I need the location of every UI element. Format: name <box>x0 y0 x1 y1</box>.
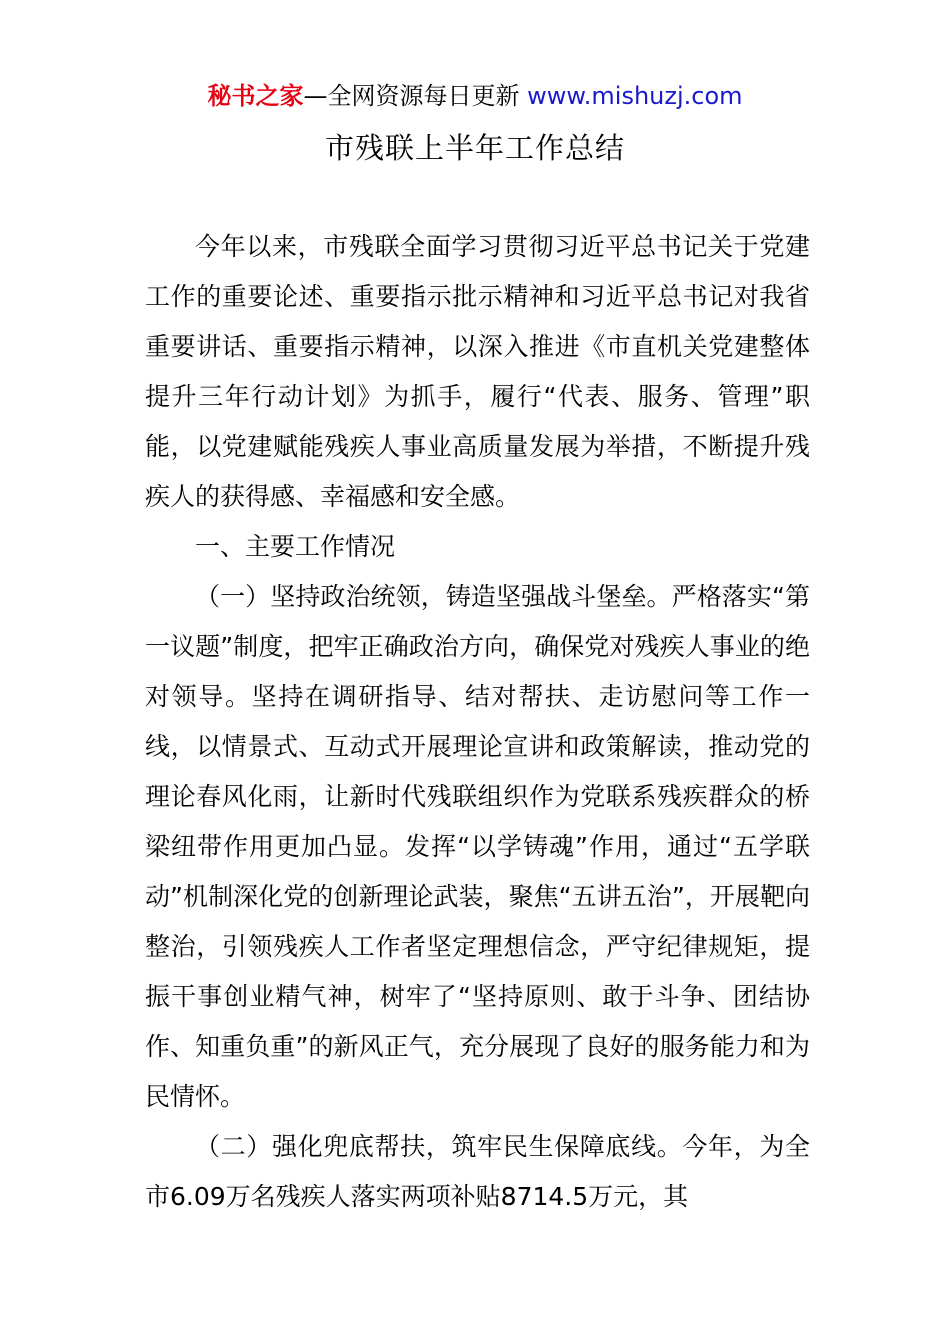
section-heading-main-work: 一、主要工作情况 <box>195 532 396 561</box>
paragraph-political-leadership: （一）坚持政治统领，铸造坚强战斗堡垒。严格落实“第一议题”制度，把牢正确政治方向，确保党对残疾人事业的绝对领导。坚持在调研指导、结对帮扶、走访慰问等工作一线，以情景式、互动式开展理论宣讲和政策解读，推动党的理论春风化雨，让新时代残联组织作为党联系残疾群众的桥梁纽带作用更加凸显。发挥“以学铸魂”作用，通过“五学联动”机制深化党的创新理论武装，聚焦“五讲五治”，开展靶向整治，引领残疾人工作者坚定理想信念，严守纪律规矩，提振干事创业精气神，树牢了“坚持原则、敢于斗争、团结协作、知重负重”的新风正气，充分展现了良好的服务能力和为民情怀。 <box>145 582 810 1111</box>
site-url-link[interactable]: www.mishuzj.com <box>527 82 743 110</box>
brand-name: 秘书之家 <box>207 82 304 110</box>
document-title: 市残联上半年工作总结 <box>324 131 625 165</box>
paragraph-welfare-support: （二）强化兜底帮扶，筑牢民生保障底线。今年，为全市6.09万名残疾人落实两项补贴8714.5万元，其 <box>145 1132 810 1211</box>
header-tagline: —全网资源每日更新 <box>303 82 528 110</box>
document-body <box>145 222 810 1222</box>
site-header <box>0 80 950 112</box>
paragraph-intro: 今年以来，市残联全面学习贯彻习近平总书记关于党建工作的重要论述、重要指示批示精神和习近平总书记对我省重要讲话、重要指示精神，以深入推进《市直机关党建整体提升三年行动计划》为抓手，履行“代表、服务、管理”职能，以党建赋能残疾人事业高质量发展为举措，不断提升残疾人的获得感、幸福感和安全感。 <box>145 232 810 511</box>
